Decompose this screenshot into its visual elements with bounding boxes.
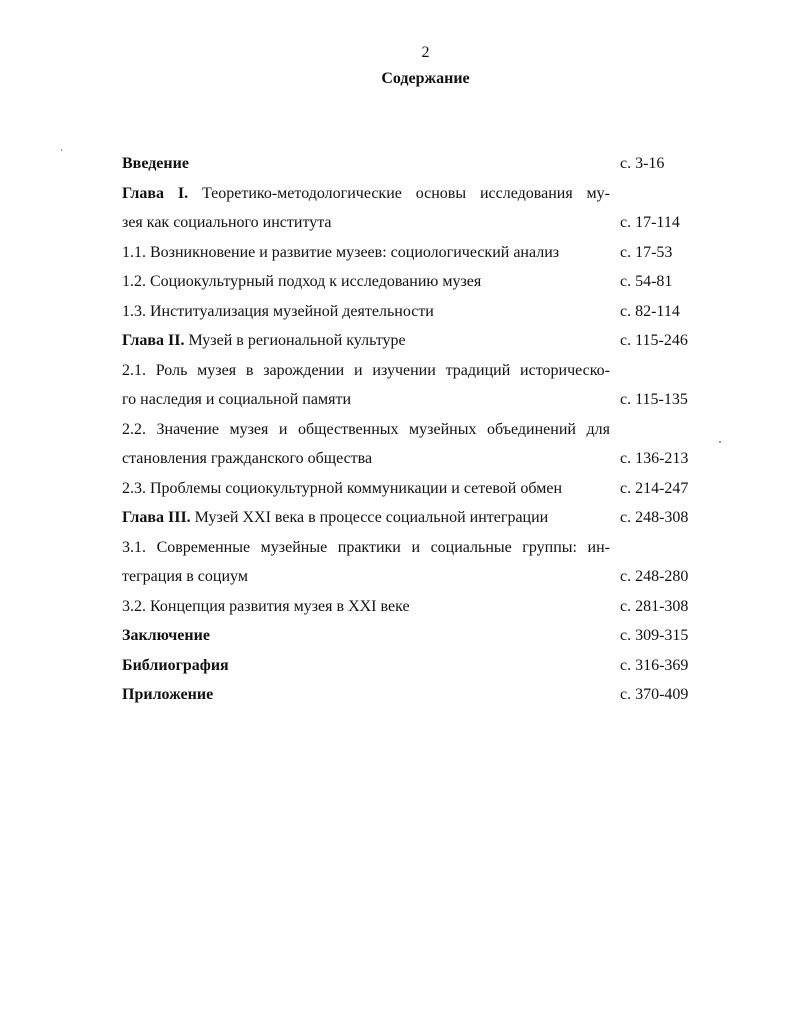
toc-entry-bibliography [122, 651, 700, 681]
toc-entry-conclusion [122, 621, 700, 651]
toc-entry-line: 2.1. Роль музея в зарождении и изучении традиций историческо- [122, 361, 610, 379]
toc-entry-heading: Глава II. [122, 332, 185, 349]
toc-entry-section-2-3 [122, 474, 700, 504]
toc-entry-text: 3.2. Концепция развития музея в XXI веке [122, 597, 410, 615]
toc-entry-heading: Введение [122, 155, 189, 172]
toc-entry-chapter-3 [122, 503, 700, 533]
toc-entry-text: 1.3. Институализация музейной деятельности [122, 302, 434, 320]
toc-entry-heading: Глава I. [122, 184, 189, 202]
toc-entry-page: с. 248-280 [620, 568, 689, 585]
toc-entry-page: с. 248-308 [620, 509, 689, 526]
toc-entry-line: зея как социального института [122, 214, 332, 231]
toc-entry-text: Теоретико-методологические основы исследования му- [201, 184, 610, 202]
toc-entry-page: с. 115-135 [620, 391, 688, 408]
toc-entry-line: 3.1. Современные музейные практики и социальные группы: ин- [122, 538, 610, 556]
toc-entry-section-2-2 [122, 415, 700, 474]
toc-entry-text: Музей в региональной культуре [188, 332, 406, 349]
toc-entry-chapter-1 [122, 179, 700, 238]
table-of-contents [122, 149, 700, 710]
toc-entry-section-2-1 [122, 356, 700, 415]
scan-speck [61, 149, 62, 151]
page-number: 2 [421, 44, 430, 61]
toc-entry-page: с. 115-246 [620, 332, 688, 349]
toc-entry-heading: Библиография [122, 656, 229, 674]
toc-entry-page: с. 281-308 [620, 597, 689, 615]
toc-entry-page: с. 17-53 [620, 243, 673, 261]
toc-entry-line: 2.2. Значение музея и общественных музейных объединений для [122, 420, 610, 438]
toc-entry-page: с. 316-369 [620, 656, 689, 674]
toc-entry-section-3-2 [122, 592, 700, 622]
toc-entry-text: 2.3. Проблемы социокультурной коммуникации и сетевой обмен [122, 479, 563, 497]
toc-entry-page: с. 136-213 [620, 450, 689, 467]
scan-speck [719, 441, 721, 443]
toc-entry-page: с. 370-409 [620, 686, 689, 703]
toc-entry-page: с. 309-315 [620, 627, 689, 644]
toc-entry-chapter-2 [122, 326, 700, 356]
toc-entry-page: с. 54-81 [620, 273, 673, 290]
toc-entry-line: становления гражданского общества [122, 450, 373, 467]
toc-entry-text: 1.1. Возникновение и развитие музеев: социологический анализ [122, 243, 560, 261]
toc-entry-section-3-1 [122, 533, 700, 592]
page-title: Содержание [381, 70, 470, 87]
toc-entry-line [122, 179, 610, 209]
toc-entry-page: с. 82-114 [620, 302, 680, 320]
toc-entry-section-1-3 [122, 297, 700, 327]
toc-entry-page: с. 3-16 [620, 155, 665, 172]
toc-entry-introduction [122, 149, 700, 179]
toc-entry-section-1-1 [122, 238, 700, 268]
toc-entry-heading: Приложение [122, 686, 214, 703]
toc-entry-page: с. 17-114 [620, 214, 680, 231]
toc-entry-text: 1.2. Социокультурный подход к исследованию музея [122, 273, 482, 290]
toc-entry-heading: Глава III. [122, 509, 191, 526]
toc-entry-heading: Заключение [122, 627, 210, 644]
toc-entry-line: теграция в социум [122, 568, 248, 585]
toc-entry-section-1-2 [122, 267, 700, 297]
toc-entry-text: Музей XXI века в процессе социальной интеграции [194, 509, 549, 526]
toc-entry-line: го наследия и социальной памяти [122, 391, 352, 408]
toc-entry-appendix [122, 680, 700, 710]
toc-entry-page: с. 214-247 [620, 479, 689, 497]
